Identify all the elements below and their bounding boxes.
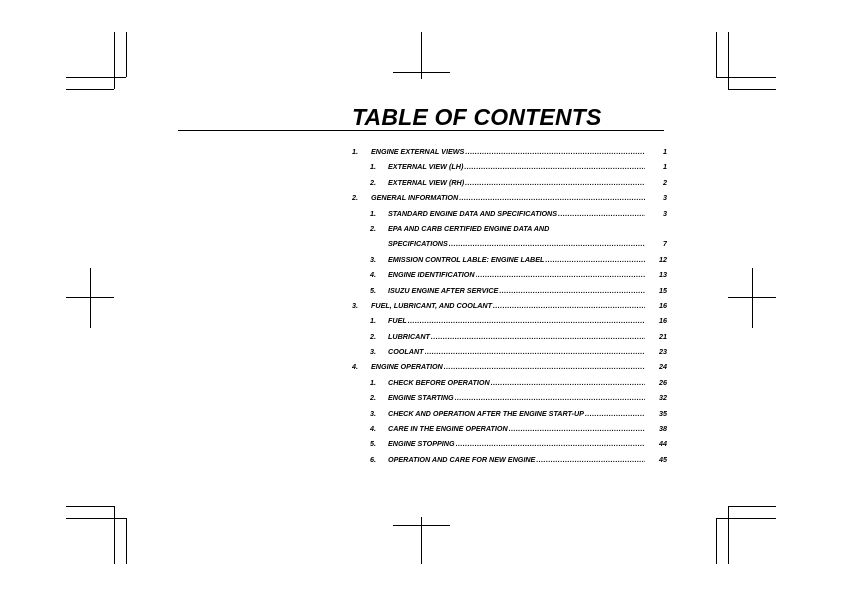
toc-section-entry[interactable] [340, 236, 667, 251]
toc-section-entry[interactable] [340, 329, 667, 344]
toc-entry-row [388, 375, 667, 390]
crop-mark [716, 32, 717, 77]
toc-page-number: 32 [659, 393, 667, 403]
toc-dot-leader [509, 421, 645, 436]
toc-dot-leader [408, 313, 645, 328]
toc-section-entry[interactable] [340, 344, 667, 359]
toc-entry-title: ENGINE IDENTIFICATION [388, 270, 475, 280]
toc-entry-number: 1. [370, 377, 376, 387]
toc-dot-leader [425, 344, 645, 359]
toc-entry-title: CHECK AND OPERATION AFTER THE ENGINE START-UP [388, 408, 584, 418]
toc-entry-title: EPA AND CARB CERTIFIED ENGINE DATA AND [388, 223, 550, 233]
crop-mark [66, 89, 114, 90]
toc-dot-leader [545, 252, 645, 267]
toc-entry-row [388, 313, 667, 328]
toc-entry-number: 3. [370, 347, 376, 357]
crop-mark [66, 506, 114, 507]
toc-section-entry[interactable] [340, 175, 667, 190]
toc-entry-number: 1. [370, 162, 376, 172]
toc-section-entry[interactable] [340, 221, 667, 236]
toc-section-entry[interactable] [340, 313, 667, 328]
toc-chapter-entry[interactable] [340, 144, 667, 159]
toc-dot-leader [558, 206, 645, 221]
toc-entry-row [388, 206, 667, 221]
crop-mark [728, 32, 729, 89]
toc-section-entry[interactable] [340, 452, 667, 467]
crop-mark [126, 32, 127, 77]
toc-page-number: 3 [663, 208, 667, 218]
toc-entry-title: CHECK BEFORE OPERATION [388, 377, 490, 387]
toc-entry-row [388, 283, 667, 298]
crop-mark [716, 77, 776, 78]
toc-dot-leader [491, 375, 645, 390]
toc-entry-row [388, 236, 667, 251]
crop-mark [728, 506, 776, 507]
toc-entry-number: 3. [370, 408, 376, 418]
toc-entry-title: EXTERNAL VIEW (RH) [388, 177, 465, 187]
toc-page-number: 16 [659, 316, 667, 326]
toc-entry-row [388, 329, 667, 344]
toc-section-entry[interactable] [340, 283, 667, 298]
toc-section-entry[interactable] [340, 421, 667, 436]
toc-list [340, 144, 667, 467]
toc-dot-leader [444, 359, 645, 374]
toc-entry-row [388, 175, 667, 190]
toc-entry-number: 2. [370, 331, 376, 341]
toc-page-number: 7 [663, 239, 667, 249]
toc-entry-row [388, 421, 667, 436]
toc-page-number: 2 [663, 177, 667, 187]
toc-dot-leader [493, 298, 645, 313]
toc-entry-row [388, 406, 667, 421]
toc-entry-number: 3. [370, 254, 376, 264]
toc-entry-row [371, 359, 667, 374]
toc-entry-number: 5. [370, 285, 376, 295]
toc-entry-row [371, 144, 667, 159]
crop-mark [728, 506, 729, 564]
toc-dot-leader [465, 144, 645, 159]
toc-entry-number: 2. [370, 223, 376, 233]
toc-section-entry[interactable] [340, 406, 667, 421]
toc-page-number: 1 [663, 147, 667, 156]
crop-mark [66, 77, 126, 78]
toc-entry-number: 4. [370, 270, 376, 280]
toc-dot-leader [585, 406, 645, 421]
toc-entry-row [388, 159, 667, 174]
toc-dot-leader [476, 267, 645, 282]
toc-entry-number: 4. [370, 424, 376, 434]
page-title: TABLE OF CONTENTS [352, 104, 602, 130]
toc-page-number: 12 [659, 254, 667, 264]
toc-entry-title: ENGINE STOPPING [388, 439, 455, 449]
crop-mark [114, 506, 115, 564]
toc-dot-leader [465, 175, 645, 190]
toc-entry-row [388, 452, 667, 467]
toc-entry-title: SPECIFICATIONS [388, 239, 448, 249]
registration-mark [752, 268, 753, 328]
toc-entry-number: 1. [352, 147, 358, 156]
toc-section-entry[interactable] [340, 252, 667, 267]
toc-dot-leader [536, 452, 645, 467]
toc-page-number: 23 [659, 347, 667, 357]
toc-entry-row [388, 221, 667, 236]
toc-entry-number: 1. [370, 208, 376, 218]
toc-chapter-entry[interactable] [340, 298, 667, 313]
toc-entry-number: 3. [352, 300, 358, 310]
toc-dot-leader [431, 329, 645, 344]
crop-mark [716, 518, 717, 564]
toc-entry-title: ISUZU ENGINE AFTER SERVICE [388, 285, 499, 295]
toc-entry-number: 5. [370, 439, 376, 449]
toc-section-entry[interactable] [340, 206, 667, 221]
toc-entry-title: FUEL, LUBRICANT, AND COOLANT [371, 300, 492, 310]
toc-dot-leader [499, 283, 645, 298]
toc-entry-row [388, 252, 667, 267]
registration-mark [90, 268, 91, 328]
toc-page-number: 26 [659, 377, 667, 387]
toc-entry-title: LUBRICANT [388, 331, 430, 341]
crop-mark [114, 32, 115, 89]
registration-mark [393, 72, 450, 73]
toc-section-entry[interactable] [340, 375, 667, 390]
crop-mark [66, 518, 126, 519]
toc-entry-number: 2. [370, 393, 376, 403]
crop-mark [716, 518, 776, 519]
registration-mark [393, 525, 450, 526]
toc-page-number: 13 [659, 270, 667, 280]
toc-section-entry[interactable] [340, 159, 667, 174]
toc-entry-row [388, 267, 667, 282]
toc-entry-row [371, 298, 667, 313]
toc-dot-leader [455, 390, 645, 405]
toc-entry-title: STANDARD ENGINE DATA AND SPECIFICATIONS [388, 208, 558, 218]
toc-entry-title: COOLANT [388, 347, 424, 357]
toc-entry-number: 2. [370, 177, 376, 187]
toc-entry-row [388, 436, 667, 451]
toc-entry-row [388, 344, 667, 359]
toc-page-number: 21 [659, 331, 667, 341]
toc-entry-title: OPERATION AND CARE FOR NEW ENGINE [388, 454, 536, 464]
toc-page-number: 45 [659, 454, 667, 464]
toc-page-number: 16 [659, 300, 667, 310]
toc-page-number: 1 [663, 162, 667, 172]
toc-section-entry[interactable] [340, 390, 667, 405]
toc-entry-row [388, 390, 667, 405]
toc-dot-leader [459, 190, 645, 205]
toc-page-number: 3 [663, 193, 667, 203]
toc-entry-title: ENGINE OPERATION [371, 362, 443, 372]
toc-page-number: 24 [659, 362, 667, 372]
toc-entry-number: 1. [370, 316, 376, 326]
toc-entry-title: CARE IN THE ENGINE OPERATION [388, 424, 508, 434]
toc-entry-number: 4. [352, 362, 358, 372]
toc-entry-title: ENGINE EXTERNAL VIEWS [371, 147, 465, 156]
toc-entry-title: EMISSION CONTROL LABLE: ENGINE LABEL [388, 254, 545, 264]
toc-entry-title: GENERAL INFORMATION [371, 193, 459, 203]
toc-page-number: 38 [659, 424, 667, 434]
toc-entry-row [371, 190, 667, 205]
toc-entry-number: 2. [352, 193, 358, 203]
toc-chapter-entry[interactable] [340, 190, 667, 205]
toc-entry-title: FUEL [388, 316, 407, 326]
toc-entry-number: 6. [370, 454, 376, 464]
crop-mark [126, 518, 127, 564]
toc-section-entry[interactable] [340, 267, 667, 282]
toc-entry-title: ENGINE STARTING [388, 393, 454, 403]
toc-dot-leader [449, 236, 645, 251]
toc-chapter-entry[interactable] [340, 359, 667, 374]
toc-page-number: 35 [659, 408, 667, 418]
toc-page-number: 15 [659, 285, 667, 295]
title-underline [178, 130, 664, 131]
toc-dot-leader [456, 436, 645, 451]
toc-dot-leader [464, 159, 645, 174]
toc-section-entry[interactable] [340, 436, 667, 451]
toc-entry-title: EXTERNAL VIEW (LH) [388, 162, 464, 172]
crop-mark [728, 89, 776, 90]
toc-page-number: 44 [659, 439, 667, 449]
